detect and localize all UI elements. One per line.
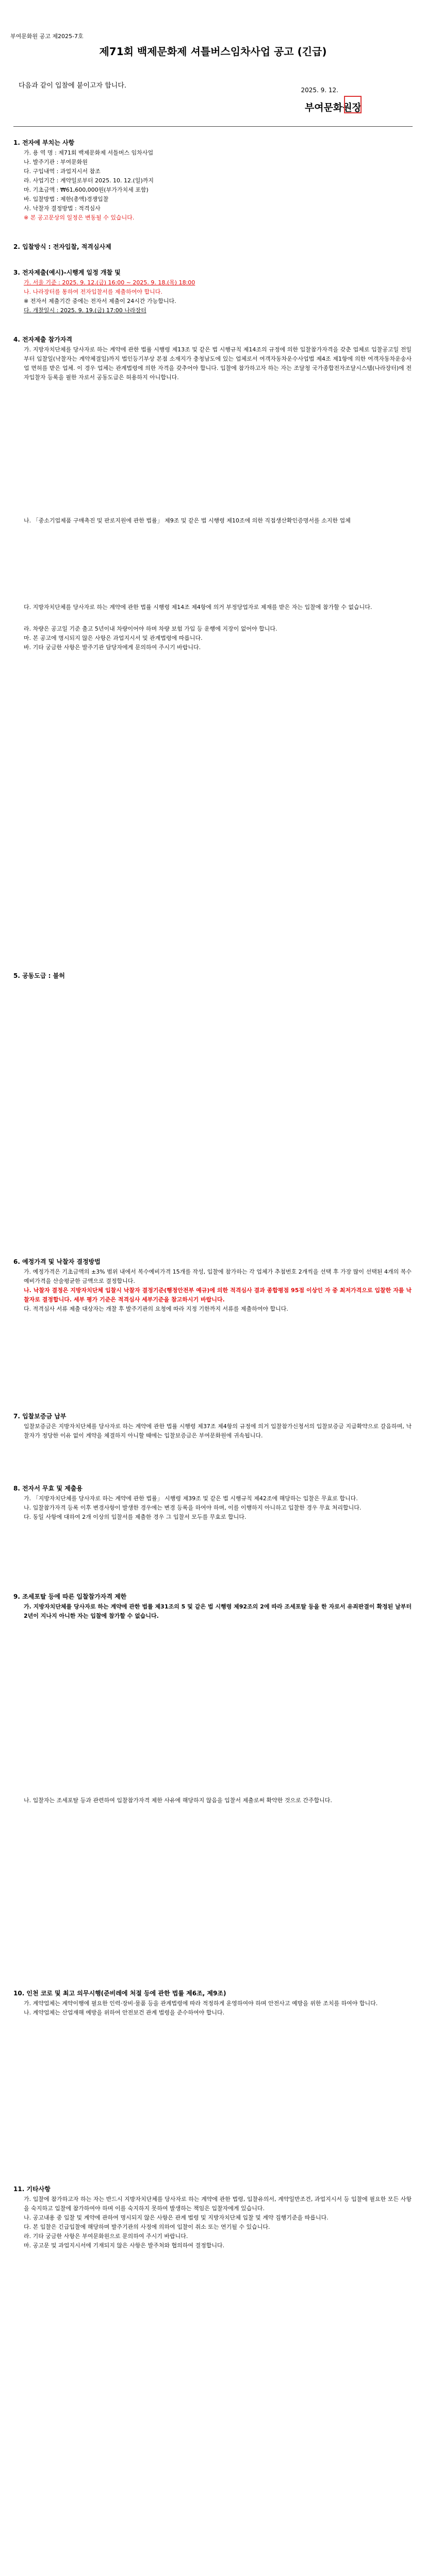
divider: [13, 126, 413, 127]
list-item: 라. 사업기간 : 계약일로부터 2025. 10. 12.(일)까지: [24, 177, 154, 184]
list-item: 바. 입찰방법 : 제한(총액)경쟁입찰: [24, 196, 109, 202]
section-heading: 9. 조세포탈 등에 따른 입찰참가자격 제한: [13, 1593, 127, 1600]
list-item: 가. 「지방자치단체를 당사자로 하는 계약에 관한 법률」 시행령 제39조 및 같은 법 시행규칙 제42조에 해당하는 입찰은 무효로 합니다.: [24, 1495, 358, 1502]
section-1: [13, 138, 412, 223]
list-item: 다. 적격심사 서류 제출 대상자는 개찰 후 발주기관의 요청에 따라 지정 기한까지 서류를 제출하여야 합니다.: [24, 1306, 288, 1312]
section-heading: 6. 예정가격 및 낙찰자 결정방법: [13, 1258, 101, 1265]
list-item: 바. 기타 궁금한 사항은 발주기관 담당자에게 문의하여 주시기 바랍니다.: [24, 644, 201, 651]
list-item: 가. 지방자치단체를 당사자로 하는 계약에 관한 법률 제31조의 5 및 같은 법 시행령 제92조의 2에 따라 조세포탈 등을 한 자로서 유죄판결이 확정된 날부터 2년이 지나지 아니한 자는 입찰에 참가할 수 없습니다.: [24, 1603, 412, 1619]
list-item: 입찰보증금은 지방자치단체를 당사자로 하는 계약에 관한 법률 시행령 제37조 제4항의 규정에 의거 입찰참가신청서의 입찰보증금 지급확약으로 갈음하며, 낙찰자가 정당한 이유 없이 계약을 체결하지 아니할 때에는 입찰보증금은 부여문화원에 귀속됩니다.: [24, 1423, 412, 1439]
list-item: 마. 공고문 및 과업지시서에 기재되지 않은 사항은 발주처와 협의하여 결정합니다.: [24, 2242, 225, 2249]
list-item: 나. 「중소기업제품 구매촉진 및 판로지원에 관한 법률」 제9조 및 같은 법 시행령 제10조에 의한 직접생산확인증명서를 소지한 업체: [24, 517, 351, 524]
list-item: 마. 기초금액 : ₩61,600,000원(부가가치세 포함): [24, 187, 149, 193]
list-item: 마. 본 공고에 명시되지 않은 사항은 과업지시서 및 관계법령에 따릅니다.: [24, 635, 203, 641]
section-heading: 4. 전자제출 참가자격: [13, 336, 73, 343]
list-item: 라. 기타 궁금한 사항은 부여문화원으로 문의하여 주시기 바랍니다.: [24, 2233, 188, 2240]
section-11: [13, 2184, 412, 2250]
list-item: 가. 계약업체는 계약이행에 필요한 인력·장비·물품 등을 관계법령에 따라 적정하게 운영하여야 하며 안전사고 예방을 위한 조치를 하여야 합니다.: [24, 2000, 378, 2007]
list-item: 다. 지방자치단체를 당사자로 하는 계약에 관한 법률 시행령 제14조 제4항에 의거 부정당업자로 제재를 받은 자는 입찰에 참가할 수 없습니다.: [24, 604, 372, 611]
section-heading: 5. 공동도급 : 불허: [13, 972, 65, 979]
list-item: 나. 나라장터를 통하여 전자입찰서를 제출하여야 합니다.: [24, 289, 162, 295]
list-item: 가. 지방자치단체를 당사자로 하는 계약에 관한 법률 시행령 제13조 및 같은 법 시행규칙 제14조의 규정에 의한 입찰참가자격을 갖춘 업체로 입찰공고일 전일부터 입찰일(낙찰자는 계약체결일)까지 법인등기부상 본점 소재지가 충청남도에 있는 업체로서 여객자동차운수사업법 제4조 제1항에 의한 여객자동차운송사업 면허를 받은 업체. 이 경우 업체는 관계법령에 의한 자격을 갖추어야 합니다. 입찰에 참가하고자 하는 자는 조달청 국가종합전자조달시스템(나라장터)에 전자입찰자 등록을 필한 자로서 공동도급은 허용하지 아니합니다.: [24, 346, 412, 381]
section-3: [13, 268, 412, 315]
list-item: 가. 입찰에 참가하고자 하는 자는 반드시 지방자치단체를 당사자로 하는 계약에 관한 법령, 입찰유의서, 계약일반조건, 과업지시서 등 입찰에 필요한 모든 사항을 숙지하고 입찰에 참가하여야 하며 이를 숙지하지 못하여 발생하는 책임은 입찰자에게 있습니다.: [24, 2196, 412, 2212]
list-item: 다. 개찰일시 : 2025. 9. 19.(금) 17:00 나라장터: [24, 307, 146, 314]
section-7: [13, 1412, 412, 1440]
list-item: [13, 1286, 412, 1304]
list-item: 사. 낙찰자 결정방법 : 적격심사: [24, 205, 101, 212]
list-item: 나. 계약업체는 산업재해 예방을 위하여 안전보건 관계 법령을 준수하여야 합니다.: [24, 2009, 225, 2016]
list-item: 나. 입찰참가자격 등록 이후 변경사항이 발생한 경우에는 변경 등록을 하여야 하며, 이를 이행하지 아니하고 입찰한 경우 무효 처리합니다.: [24, 1504, 362, 1511]
section-heading: 11. 기타사항: [13, 2185, 51, 2193]
section-9: [13, 1592, 412, 1805]
section-8: [13, 1484, 412, 1522]
intro-text: 다음과 같이 입찰에 붙이고자 합니다.: [19, 82, 127, 90]
notice-date: 2025. 9. 12.: [301, 87, 338, 94]
section-heading: 8. 전자서 무효 및 제출용: [13, 1485, 83, 1492]
section-6: [13, 1257, 412, 1314]
section-heading: 7. 입찰보증금 납부: [13, 1413, 67, 1420]
list-item: 다. 본 입찰은 긴급입찰에 해당하며 발주기관의 사정에 의하여 입찰이 취소 또는 연기될 수 있습니다.: [24, 2224, 270, 2230]
list-item: 라. 차량은 공고일 기준 출고 5년이내 차량이어야 하며 차량 보험 가입 등 운행에 지장이 없어야 합니다.: [24, 625, 277, 632]
page-title: 제71회 백제문화제 셔틀버스임차사업 공고 (긴급): [99, 45, 327, 58]
list-item: 가. 예정가격은 기초금액의 ±3% 범위 내에서 복수예비가격 15개를 작성, 입찰에 참가하는 각 업체가 추첨번호 2개씩을 선택 후 가장 많이 선택된 4개의 복수예비가격을 산술평균한 금액으로 결정합니다.: [24, 1268, 412, 1284]
section-5: [13, 971, 412, 981]
section-4: [13, 335, 412, 652]
section-heading: 1. 전자에 부치는 사항: [13, 139, 75, 146]
list-item: 다. 구입내역 : 과업지시서 참조: [24, 168, 101, 175]
issuer-name: 부여문화원장: [304, 102, 362, 113]
section-heading: 3. 전자제출(예시)-시행계 일정 개찰 및: [13, 269, 121, 276]
list-item: 나. 입찰자는 조세포탈 등과 관련하여 입찰참가자격 제한 사유에 해당하지 않음을 입찰서 제출로써 확약한 것으로 간주합니다.: [24, 1797, 332, 1804]
list-item: 가. 서울 기준 : 2025. 9. 12.(금) 16:00 ~ 2025. 9. 18.(목) 18:00: [24, 279, 195, 286]
section-2: [13, 242, 412, 252]
list-item: 다. 동일 사항에 대하여 2개 이상의 입찰서를 제출한 경우 그 입찰서 모두를 무효로 합니다.: [24, 1514, 247, 1520]
list-item: 가. 용 역 명 : 제71회 백제문화제 셔틀버스 임차사업: [24, 149, 154, 156]
highlight-text: 나. 낙찰자 결정은 지방자치단체 입찰시 낙찰자 결정기준(행정안전부 예규)에 의한 적격심사 결과 종합평점 95점 이상인 자 중 최저가격으로 입찰한 자를 낙찰자로 결정합니다. 세부 평가 기준은 적격심사 세부기준을 참고하시기 바랍니다.: [24, 1287, 412, 1303]
list-note: ※ 전자서 제출기간 중에는 전자서 제출이 24시간 가능합니다.: [24, 298, 176, 304]
list-item: 나. 발주기관 : 부여문화원: [24, 159, 88, 165]
section-heading: 2. 입찰방식 : 전자입찰, 적격심사제: [13, 243, 111, 250]
section-10: [13, 1989, 412, 2018]
official-seal: [344, 96, 362, 113]
list-note: ※ 본 공고문상의 일정은 변동될 수 있습니다.: [24, 214, 135, 221]
list-item: 나. 공고내용 중 입찰 및 계약에 관하여 명시되지 않은 사항은 관계 법령 및 지방자치단체 입찰 및 계약 집행기준을 따릅니다.: [24, 2214, 329, 2221]
section-heading: 10. 인천 코로 및 최고 의무시행(준비레에 처절 등에 관한 법률 제6조, 제9조): [13, 1990, 226, 1997]
notice-number: 부여문화원 공고 제2025-7호: [10, 33, 84, 40]
